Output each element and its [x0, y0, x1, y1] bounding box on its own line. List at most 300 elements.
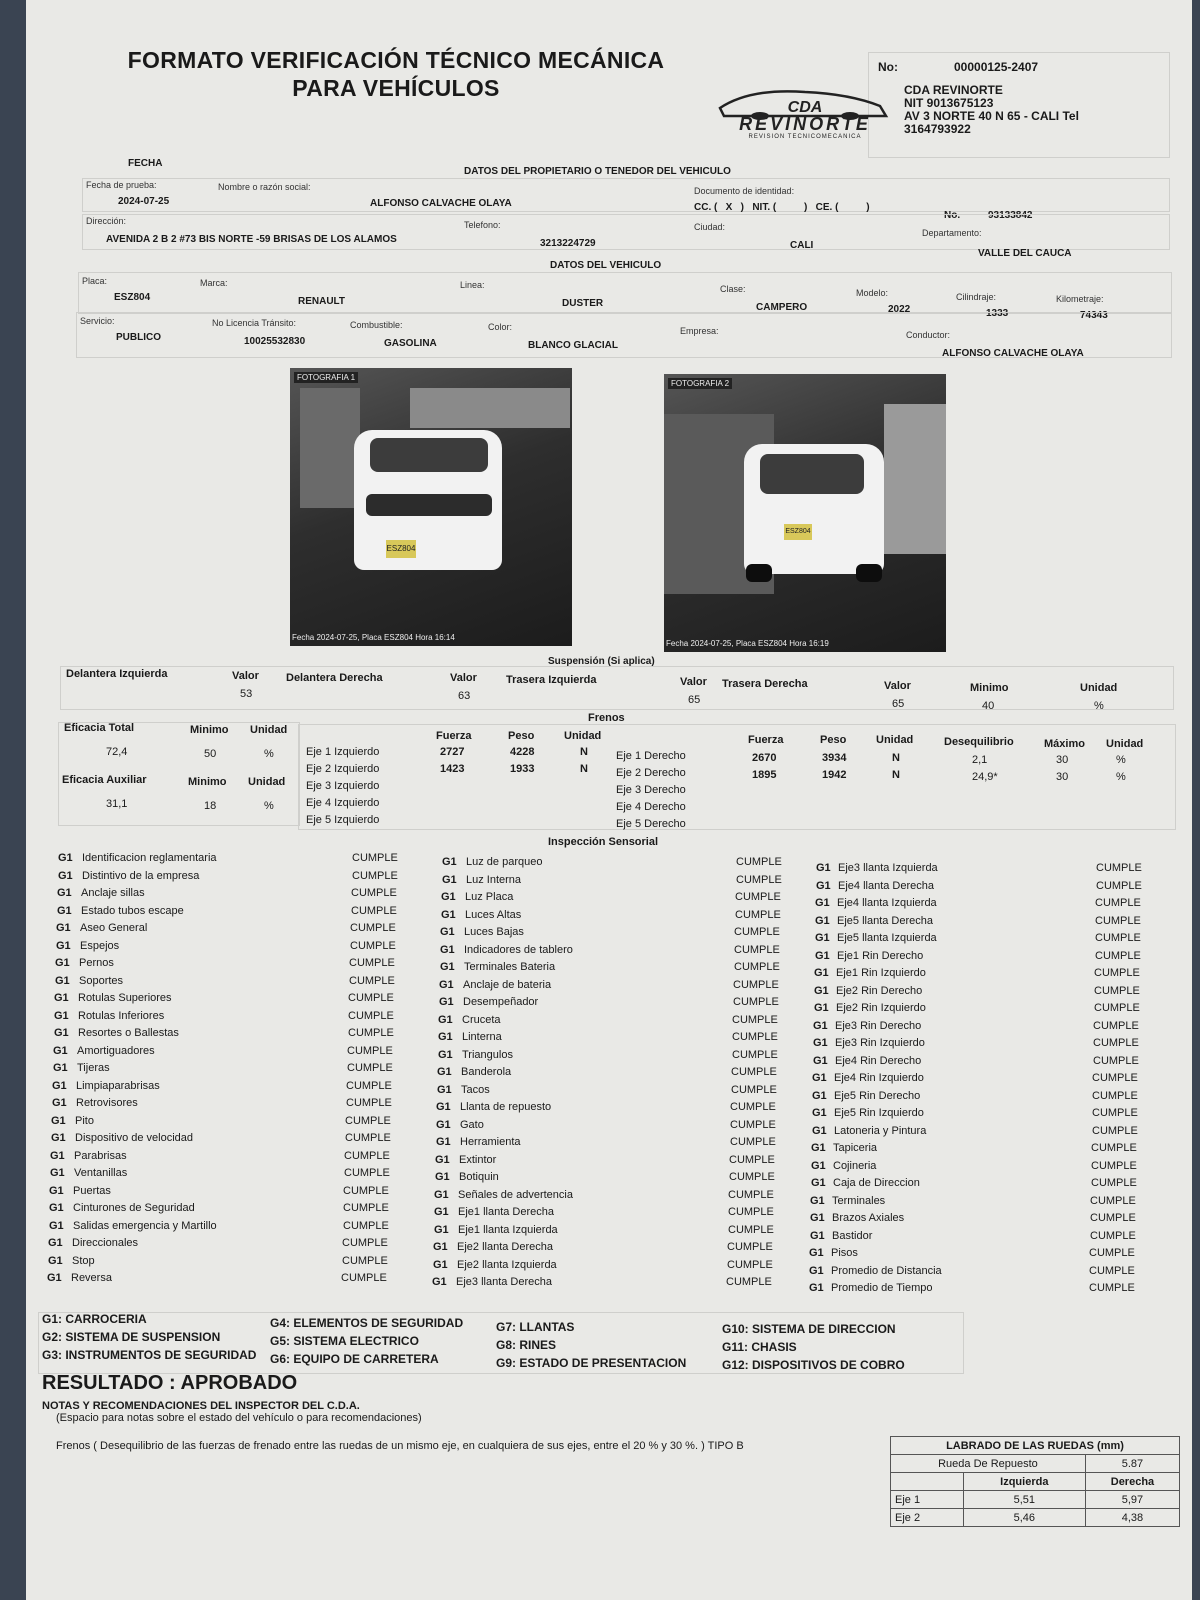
inspection-item-result: CUMPLE	[346, 1079, 392, 1092]
inspection-group-code: G1	[49, 1219, 64, 1232]
inspection-group-code: G1	[814, 984, 829, 997]
inspection-item-name: Puertas	[73, 1184, 111, 1197]
ea-minimo-label: Minimo	[188, 776, 227, 788]
axle-right-name: Eje 1 Derecho	[616, 750, 686, 762]
labrado-eje1-izq: 5,51	[963, 1491, 1085, 1509]
inspection-group-code: G1	[49, 1184, 64, 1197]
inspection-item-name: Eje5 Rin Izquierdo	[834, 1107, 924, 1119]
inspection-item-name: Terminales Bateria	[464, 961, 556, 973]
inspection-item-result: CUMPLE	[734, 926, 780, 938]
group-legend-item: G5: SISTEMA ELECTRICO	[270, 1334, 419, 1348]
inspection-item-result: CUMPLE	[734, 943, 780, 956]
inspection-group-code: G1	[816, 879, 831, 892]
inspection-item-name: Eje5 llanta Izquierda	[837, 932, 937, 944]
inspection-item-name: Llanta de repuesto	[460, 1101, 552, 1113]
form-title	[86, 46, 706, 102]
inspection-group-code: G1	[55, 957, 70, 969]
inspection-item-name: Tapiceria	[833, 1142, 878, 1154]
axle-left-unidad: N	[580, 746, 588, 758]
inspection-item-result: CUMPLE	[1090, 1229, 1136, 1242]
inspection-item-result: CUMPLE	[343, 1219, 389, 1232]
fuerza-right-label: Fuerza	[748, 734, 784, 746]
group-legend-item: G7: LLANTAS	[496, 1320, 575, 1334]
axle-left-peso: 1933	[510, 763, 535, 775]
inspection-group-code: G1	[48, 1254, 63, 1267]
svg-text:REVISION TECNICOMECANICA: REVISION TECNICOMECANICA	[748, 134, 862, 140]
company-address: AV 3 NORTE 40 N 65 - CALI Tel	[904, 109, 1079, 123]
et-minimo-value: 50	[204, 748, 217, 760]
et-unidad-label: Unidad	[250, 724, 288, 736]
inspection-item-name: Triangulos	[462, 1048, 513, 1061]
inspection-group-code: G1	[815, 949, 830, 962]
inspection-item-result: CUMPLE	[348, 1027, 394, 1039]
inspection-item-name: Eje1 Rin Derecho	[837, 949, 924, 962]
inspection-item-result: CUMPLE	[1096, 879, 1142, 892]
inspection-item-name: Eje4 Rin Izquierdo	[834, 1072, 924, 1084]
susp-di-valor-label: Valor	[232, 670, 259, 682]
inspection-item-name: Rotulas Superiores	[78, 992, 172, 1004]
servicio-value: PUBLICO	[116, 332, 161, 343]
inspection-group-code: G1	[48, 1237, 63, 1249]
fecha-header: FECHA	[128, 158, 163, 169]
labrado-eje1-der: 5,97	[1085, 1491, 1179, 1509]
car-rear-window	[760, 454, 864, 494]
inspection-item-result: CUMPLE	[1093, 1019, 1139, 1032]
inspection-item-result: CUMPLE	[732, 1031, 778, 1043]
inspection-item-result: CUMPLE	[345, 1114, 391, 1127]
inspection-item-result: CUMPLE	[1092, 1107, 1138, 1119]
susp-dd-value: 63	[458, 690, 471, 702]
inspection-item-name: Retrovisores	[76, 1097, 138, 1109]
inspection-group-code: G1	[811, 1177, 826, 1189]
group-legend-item: G4: ELEMENTOS DE SEGURIDAD	[270, 1316, 464, 1330]
license-plate: ESZ804	[386, 540, 416, 558]
inspection-group-code: G1	[433, 1241, 448, 1253]
inspection-item-result: CUMPLE	[731, 1083, 777, 1096]
inspection-item-result: CUMPLE	[347, 1062, 393, 1074]
axle-right-name: Eje 4 Derecho	[616, 801, 686, 813]
conductor-value: ALFONSO CALVACHE OLAYA	[942, 348, 1084, 359]
inspection-item-name: Anclaje de bateria	[463, 978, 552, 991]
fecha-prueba-value: 2024-07-25	[118, 196, 170, 207]
inspection-group-code: G1	[442, 856, 457, 868]
axle-right-unidad: N	[892, 752, 900, 764]
form-title-line1: FORMATO VERIFICACIÓN TÉCNICO MECÁNICA	[127, 47, 665, 73]
inspection-item-name: Eje4 Rin Derecho	[835, 1054, 922, 1067]
axle-left-unidad: N	[580, 763, 588, 775]
susp-td-label: Trasera Derecha	[722, 678, 808, 690]
susp-di-label: Delantera Izquierda	[66, 668, 168, 680]
inspection-item-result: CUMPLE	[352, 852, 398, 864]
inspection-group-code: G1	[813, 1019, 828, 1032]
inspection-group-code: G1	[440, 943, 455, 956]
inspection-item-result: CUMPLE	[350, 922, 396, 934]
inspection-item-name: Luz Placa	[465, 891, 514, 903]
car-windshield	[370, 438, 488, 472]
licencia-value: 10025532830	[244, 336, 306, 347]
direccion-value: AVENIDA 2 B 2 #73 BIS NORTE -59 BRISAS DE LOS ALAMOS	[106, 234, 397, 245]
inspection-item-result: CUMPLE	[734, 961, 780, 973]
inspection-group-code: G1	[433, 1258, 448, 1271]
cda-revinorte-logo	[710, 82, 900, 140]
kilometraje-value: 74343	[1080, 310, 1108, 321]
inspection-item-result: CUMPLE	[342, 1237, 388, 1249]
inspection-group-code: G1	[439, 978, 454, 991]
susp-td-valor-label: Valor	[884, 680, 911, 692]
inspection-group-code: G1	[440, 961, 455, 973]
inspection-item-name: Señales de advertencia	[458, 1188, 573, 1201]
inspection-form-sheet	[26, 0, 1192, 1600]
labrado-title: LABRADO DE LAS RUEDAS (mm)	[891, 1437, 1180, 1455]
inspection-item-name: Parabrisas	[74, 1149, 127, 1162]
inspection-item-result: CUMPLE	[347, 1044, 393, 1057]
axle-right-unidad2: %	[1116, 771, 1126, 783]
axle-right-peso: 3934	[822, 752, 847, 764]
inspection-item-result: CUMPLE	[1095, 914, 1141, 927]
photo-1-tag: FOTOGRAFIA 1	[294, 372, 358, 383]
inspection-item-result: CUMPLE	[1094, 967, 1140, 979]
inspection-item-result: CUMPLE	[732, 1013, 778, 1026]
inspection-item-result: CUMPLE	[1090, 1194, 1136, 1207]
axle-right-name: Eje 3 Derecho	[616, 784, 686, 796]
inspection-item-result: CUMPLE	[728, 1206, 774, 1218]
inspection-item-result: CUMPLE	[1092, 1072, 1138, 1084]
company-info	[904, 84, 1079, 136]
unidad-right-label: Unidad	[876, 734, 914, 746]
labrado-eje1: Eje 1	[891, 1491, 964, 1509]
inspection-group-code: G1	[812, 1089, 827, 1102]
inspection-item-result: CUMPLE	[342, 1254, 388, 1267]
susp-unidad-label: Unidad	[1080, 682, 1118, 694]
color-label: Color:	[488, 322, 513, 332]
inspection-item-name: Tijeras	[77, 1062, 110, 1074]
eficacia-aux-label: Eficacia Auxiliar	[62, 774, 147, 786]
cilindraje-value: 1333	[986, 308, 1009, 319]
inspection-item-result: CUMPLE	[1091, 1177, 1137, 1189]
inspection-group-code: G1	[442, 873, 457, 886]
inspection-item-name: Stop	[72, 1254, 95, 1267]
inspection-group-code: G1	[58, 869, 73, 882]
inspection-group-code: G1	[438, 1048, 453, 1061]
inspection-item-result: CUMPLE	[729, 1171, 775, 1183]
susp-ti-value: 65	[688, 694, 701, 706]
documento-no-value: 93133842	[988, 210, 1033, 221]
group-legend-item: G6: EQUIPO DE CARRETERA	[270, 1352, 439, 1366]
axle-left-name: Eje 4 Izquierdo	[306, 797, 380, 809]
inspection-group-code: G1	[436, 1101, 451, 1113]
inspection-item-name: Identificacion reglamentaria	[82, 852, 217, 864]
inspection-item-name: Promedio de Tiempo	[831, 1282, 933, 1294]
inspection-group-code: G1	[52, 1079, 67, 1092]
inspection-item-name: Latoneria y Pintura	[834, 1124, 927, 1137]
et-minimo-label: Minimo	[190, 724, 229, 736]
garage-column	[300, 388, 360, 508]
axle-left-name: Eje 2 Izquierdo	[306, 763, 380, 775]
axle-right-desequilibrio: 24,9*	[972, 771, 998, 783]
inspection-group-code: G1	[53, 1044, 68, 1057]
axle-right-peso: 1942	[822, 769, 847, 781]
inspection-group-code: G1	[440, 926, 455, 938]
susp-td-value: 65	[892, 698, 905, 710]
combustible-value: GASOLINA	[384, 338, 437, 349]
labrado-empty-cell	[891, 1473, 964, 1491]
inspection-item-result: CUMPLE	[1091, 1142, 1137, 1154]
inspection-item-name: Limpiaparabrisas	[76, 1079, 160, 1092]
wheel-right	[856, 564, 882, 582]
axle-left-name: Eje 3 Izquierdo	[306, 780, 380, 792]
inspection-group-code: G1	[434, 1223, 449, 1236]
inspection-item-name: Eje3 Rin Izquierdo	[835, 1037, 925, 1049]
inspection-item-result: CUMPLE	[345, 1132, 391, 1144]
axle-left-name: Eje 1 Izquierdo	[306, 746, 380, 758]
inspection-item-name: Luz de parqueo	[466, 856, 543, 868]
inspection-group-code: G1	[50, 1149, 65, 1162]
inspection-item-result: CUMPLE	[350, 939, 396, 952]
inspection-item-name: Eje5 Rin Derecho	[834, 1089, 921, 1102]
peso-left-label: Peso	[508, 730, 535, 742]
vehicle-photo-rear	[664, 374, 946, 652]
desequilibrio-label: Desequilibrio	[944, 736, 1014, 748]
inspection-item-name: Luz Interna	[466, 873, 522, 886]
inspection-item-result: CUMPLE	[1093, 1054, 1139, 1067]
axle-right-fuerza: 1895	[752, 769, 777, 781]
linea-value: DUSTER	[562, 298, 604, 309]
inspection-item-result: CUMPLE	[1089, 1247, 1135, 1259]
inspection-item-name: Extintor	[459, 1153, 497, 1166]
form-number: 00000125-2407	[954, 60, 1039, 74]
inspection-group-code: G1	[47, 1272, 62, 1284]
inspection-item-name: Anclaje sillas	[81, 887, 145, 899]
inspection-group-code: G1	[814, 967, 829, 979]
inspection-item-result: CUMPLE	[1092, 1089, 1138, 1102]
susp-dd-label: Delantera Derecha	[286, 672, 383, 684]
wheel-left	[746, 564, 772, 582]
inspection-item-result: CUMPLE	[346, 1097, 392, 1109]
inspection-group-code: G1	[809, 1264, 824, 1277]
et-unidad-value: %	[264, 748, 274, 760]
resultado	[42, 1372, 297, 1395]
inspection-item-name: Eje2 llanta Derecha	[457, 1241, 554, 1253]
photo-2-tag: FOTOGRAFIA 2	[668, 378, 732, 389]
owner-section-title: DATOS DEL PROPIETARIO O TENEDOR DEL VEHICULO	[464, 166, 731, 177]
inspection-group-code: G1	[56, 922, 71, 934]
inspection-group-code: G1	[813, 1054, 828, 1067]
axle-right-fuerza: 2670	[752, 752, 777, 764]
peso-right-label: Peso	[820, 734, 847, 746]
inspection-item-name: Promedio de Distancia	[831, 1264, 942, 1277]
inspection-group-code: G1	[810, 1194, 825, 1207]
eficacia-total-value: 72,4	[106, 746, 128, 758]
inspection-item-name: Eje3 llanta Derecha	[456, 1276, 553, 1288]
susp-di-value: 53	[240, 688, 253, 700]
inspection-group-code: G1	[58, 852, 73, 864]
repuesto-value: 5.87	[1085, 1455, 1179, 1473]
inspection-group-code: G1	[816, 862, 831, 874]
inspection-item-name: Bastidor	[832, 1229, 873, 1242]
inspection-item-name: Cruceta	[462, 1013, 501, 1026]
inspection-group-code: G1	[810, 1212, 825, 1224]
resultado-value: APROBADO	[180, 1372, 298, 1394]
inspection-group-code: G1	[439, 996, 454, 1008]
documento-no-label: No.	[944, 210, 961, 221]
inspection-group-code: G1	[436, 1118, 451, 1131]
servicio-label: Servicio:	[80, 316, 115, 326]
inspection-item-result: CUMPLE	[344, 1149, 390, 1162]
departamento-value: VALLE DEL CAUCA	[978, 248, 1072, 259]
ea-minimo-value: 18	[204, 800, 217, 812]
inspection-item-name: Eje2 Rin Izquierdo	[836, 1002, 926, 1014]
form-number-label: No:	[878, 60, 898, 74]
inspection-item-result: CUMPLE	[733, 978, 779, 991]
company-phone: 3164793922	[904, 122, 971, 136]
inspection-item-result: CUMPLE	[731, 1066, 777, 1078]
svg-text:REVINORTE: REVINORTE	[739, 114, 871, 134]
susp-minimo-label: Minimo	[970, 682, 1009, 694]
inspection-group-code: G1	[815, 897, 830, 909]
marca-label: Marca:	[200, 278, 228, 288]
inspection-item-result: CUMPLE	[1091, 1159, 1137, 1172]
group-legend-item: G8: RINES	[496, 1338, 557, 1352]
inspection-item-name: Eje4 llanta Derecha	[838, 879, 935, 892]
axle-left-name: Eje 5 Izquierdo	[306, 814, 380, 826]
axle-right-unidad2: %	[1116, 754, 1126, 766]
car-grille	[366, 494, 492, 516]
marca-value: RENAULT	[298, 296, 346, 307]
ea-unidad-label: Unidad	[248, 776, 286, 788]
group-legend-item: G12: DISPOSITIVOS DE COBRO	[722, 1358, 905, 1372]
inspection-group-code: G1	[809, 1282, 824, 1294]
axle-left-peso: 4228	[510, 746, 535, 758]
eficacia-total-label: Eficacia Total	[64, 722, 135, 734]
inspection-group-code: G1	[434, 1206, 449, 1218]
inspection-group-code: G1	[437, 1066, 452, 1078]
ciudad-value: CALI	[790, 240, 814, 251]
inspection-group-code: G1	[53, 1062, 68, 1074]
inspection-item-name: Resortes o Ballestas	[78, 1027, 179, 1039]
inspection-group-code: G1	[812, 1107, 827, 1119]
license-plate-rear: ESZ804	[784, 524, 812, 540]
inspection-item-name: Eje2 llanta Izquierda	[457, 1258, 557, 1271]
direccion-label: Dirección:	[86, 216, 127, 226]
axle-right-maximo: 30	[1056, 754, 1069, 766]
inspection-group-code: G1	[812, 1124, 827, 1137]
inspection-group-code: G1	[438, 1031, 453, 1043]
clase-value: CAMPERO	[756, 302, 808, 313]
inspection-group-code: G1	[51, 1132, 66, 1144]
inspection-item-name: Luces Altas	[465, 908, 522, 921]
inspection-item-result: CUMPLE	[728, 1223, 774, 1236]
inspection-group-code: G1	[56, 939, 71, 952]
inspection-item-result: CUMPLE	[341, 1272, 387, 1284]
axle-right-unidad: N	[892, 769, 900, 781]
inspection-group-code: G1	[55, 974, 70, 987]
axle-right-name: Eje 5 Derecho	[616, 818, 686, 830]
inspection-group-code: G1	[441, 908, 456, 921]
licencia-label: No Licencia Tránsito:	[212, 318, 297, 328]
inspection-group-code: G1	[811, 1159, 826, 1172]
modelo-value: 2022	[888, 304, 911, 315]
inspection-group-code: G1	[813, 1037, 828, 1049]
inspection-item-name: Pernos	[79, 957, 114, 969]
inspection-item-result: CUMPLE	[727, 1241, 773, 1253]
inspection-group-code: G1	[814, 1002, 829, 1014]
inspeccion-title: Inspección Sensorial	[548, 836, 659, 848]
labrado-table	[890, 1436, 1180, 1527]
nombre-value: ALFONSO CALVACHE OLAYA	[370, 198, 512, 209]
inspection-item-name: Rotulas Inferiores	[78, 1009, 165, 1022]
inspection-item-result: CUMPLE	[343, 1202, 389, 1214]
inspection-group-code: G1	[57, 904, 72, 917]
inspection-item-name: Dispositivo de velocidad	[75, 1132, 194, 1144]
inspection-item-result: CUMPLE	[1092, 1124, 1138, 1137]
inspection-group-code: G1	[54, 992, 69, 1004]
inspection-item-result: CUMPLE	[1089, 1264, 1135, 1277]
inspection-group-code: G1	[810, 1229, 825, 1242]
placa-value: ESZ804	[114, 292, 151, 303]
inspection-item-name: Eje2 Rin Derecho	[836, 984, 923, 997]
kilometraje-label: Kilometraje:	[1056, 294, 1104, 304]
axle-left-fuerza: 2727	[440, 746, 465, 758]
unidad2-label: Unidad	[1106, 738, 1144, 750]
inspection-item-result: CUMPLE	[1095, 932, 1141, 944]
inspection-group-code: G1	[441, 891, 456, 903]
documento-label: Documento de identidad:	[694, 186, 795, 196]
placa-label: Placa:	[82, 276, 108, 286]
inspection-group-code: G1	[436, 1136, 451, 1148]
derecha-label: Derecha	[1085, 1473, 1179, 1491]
inspection-item-result: CUMPLE	[735, 891, 781, 903]
inspection-item-name: Salidas emergencia y Martillo	[73, 1219, 217, 1232]
photo-2-caption: Fecha 2024-07-25, Placa ESZ804 Hora 16:19	[666, 639, 829, 648]
inspection-item-result: CUMPLE	[348, 992, 394, 1004]
inspection-group-code: G1	[809, 1247, 824, 1259]
inspection-group-code: G1	[50, 1167, 65, 1179]
garage-beam	[410, 388, 570, 428]
vehicle-photo-front	[290, 368, 572, 646]
inspection-item-name: Luces Bajas	[464, 926, 524, 938]
inspection-group-code: G1	[434, 1188, 449, 1201]
inspection-group-code: G1	[52, 1097, 67, 1109]
inspection-item-result: CUMPLE	[1094, 984, 1140, 997]
inspection-item-result: CUMPLE	[736, 856, 782, 868]
inspection-group-code: G1	[51, 1114, 66, 1127]
inspection-group-code: G1	[57, 887, 72, 899]
inspection-item-result: CUMPLE	[1095, 949, 1141, 962]
inspection-item-result: CUMPLE	[343, 1184, 389, 1197]
inspection-group-code: G1	[54, 1009, 69, 1022]
svg-text:CDA: CDA	[787, 99, 823, 116]
susp-ti-valor-label: Valor	[680, 676, 707, 688]
nota-frenos: Frenos ( Desequilibrio de las fuerzas de frenado entre las ruedas de un mismo eje, en cualquiera de sus ejes, entre el 20 % y 30 %. ) TIPO B	[56, 1440, 744, 1452]
inspection-item-name: Botiquin	[459, 1171, 499, 1183]
inspection-group-code: G1	[437, 1083, 452, 1096]
clase-label: Clase:	[720, 284, 746, 294]
inspection-item-result: CUMPLE	[1093, 1037, 1139, 1049]
inspection-item-result: CUMPLE	[727, 1258, 773, 1271]
inspection-group-code: G1	[432, 1276, 447, 1288]
documento-tipo: CC. ( X ) NIT. ( ) CE. ( )	[694, 202, 870, 213]
logo-car-icon	[710, 82, 900, 140]
suspension-title: Suspensión (Si aplica)	[548, 656, 655, 667]
inspection-item-name: Pisos	[831, 1247, 858, 1259]
inspection-item-result: CUMPLE	[728, 1188, 774, 1201]
group-legend-item: G2: SISTEMA DE SUSPENSION	[42, 1330, 221, 1344]
labrado-eje2-izq: 5,46	[963, 1509, 1085, 1527]
company-nit: NIT 9013675123	[904, 96, 994, 110]
inspection-item-name: Indicadores de tablero	[464, 943, 573, 956]
inspection-item-result: CUMPLE	[349, 974, 395, 987]
inspection-item-result: CUMPLE	[1089, 1282, 1135, 1294]
